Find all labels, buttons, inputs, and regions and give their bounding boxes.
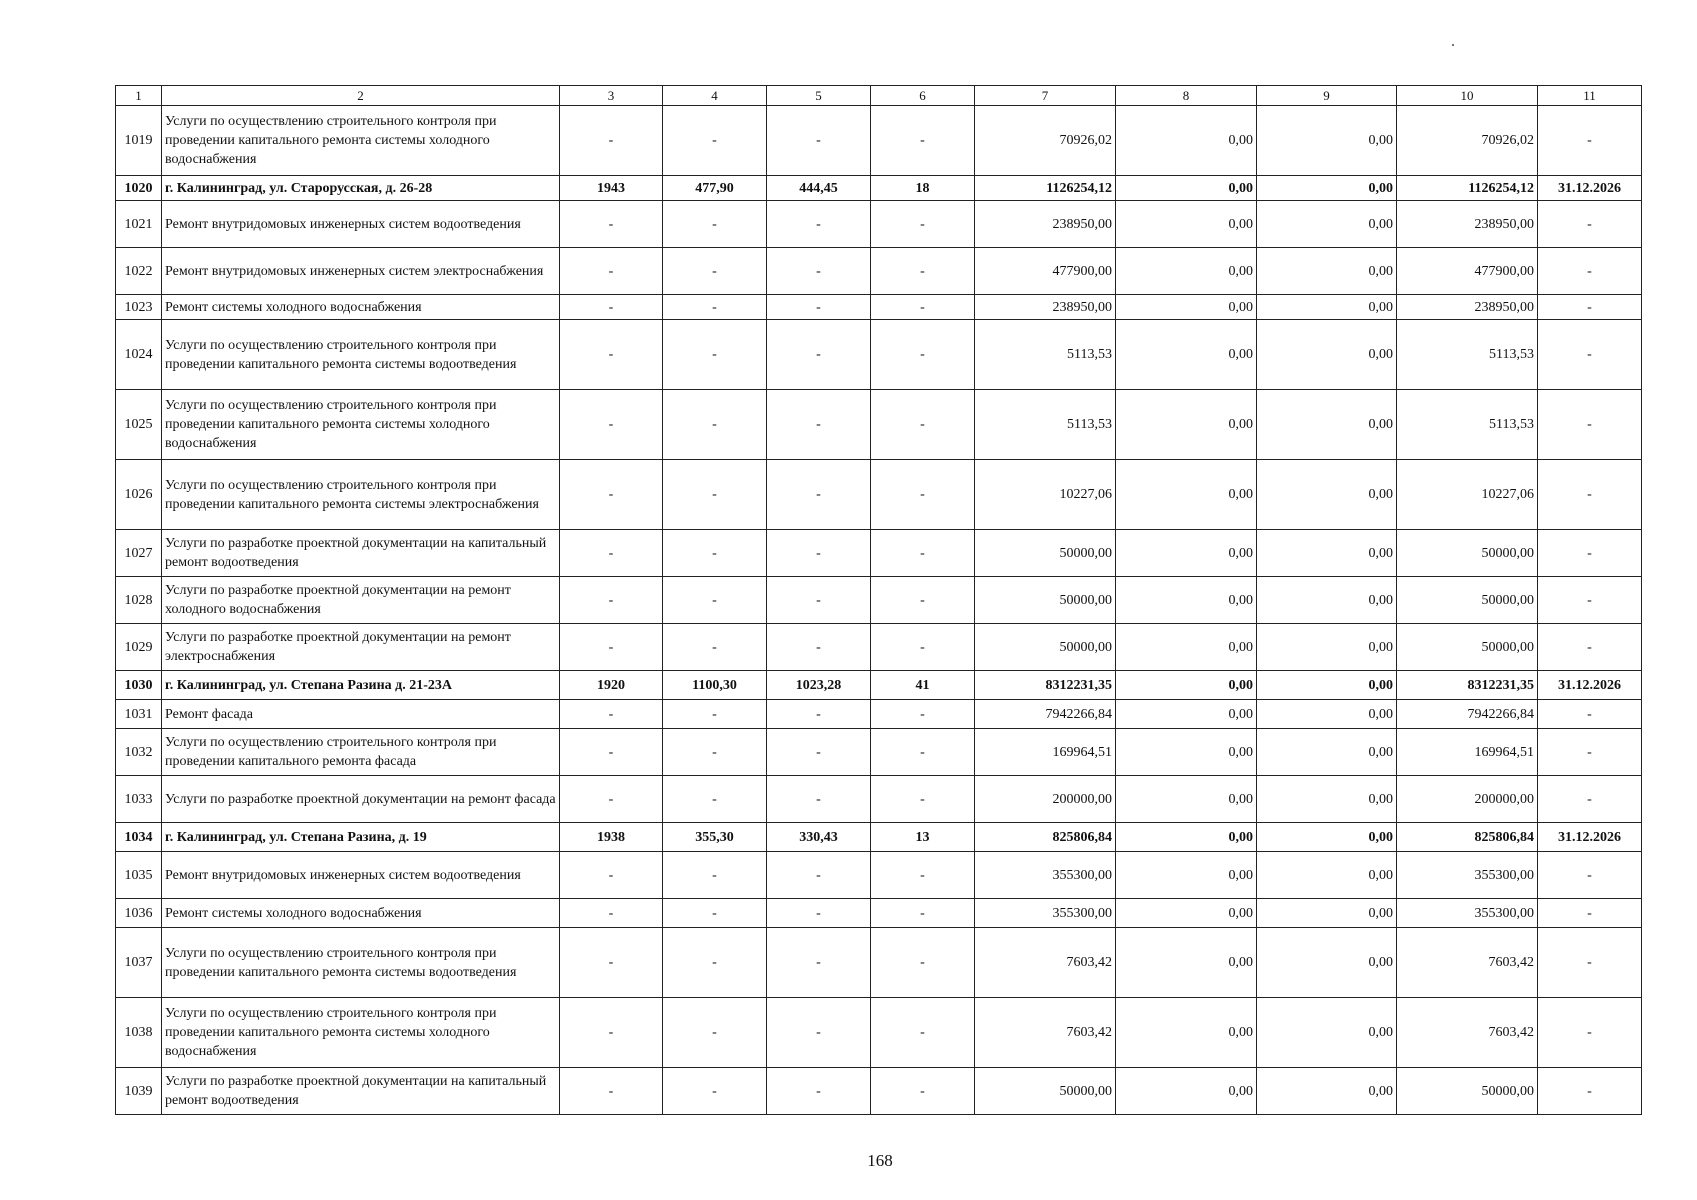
value-cell: 5113,53	[975, 390, 1116, 460]
value-cell: -	[663, 700, 767, 729]
row-number-cell: 1024	[116, 320, 162, 390]
value-cell: 0,00	[1257, 671, 1397, 700]
value-cell: -	[1538, 776, 1642, 823]
value-cell: 0,00	[1116, 530, 1257, 577]
row-number-cell: 1019	[116, 106, 162, 176]
value-cell: -	[560, 201, 663, 248]
description-cell: г. Калининград, ул. Старорусская, д. 26-28	[162, 176, 560, 201]
value-cell: 477900,00	[1397, 248, 1538, 295]
value-cell: 18	[871, 176, 975, 201]
value-cell: -	[1538, 700, 1642, 729]
value-cell: -	[871, 899, 975, 928]
value-cell: 1126254,12	[1397, 176, 1538, 201]
row-number-cell: 1023	[116, 295, 162, 320]
value-cell: 5113,53	[1397, 320, 1538, 390]
description-cell: Услуги по осуществлению строительного контроля при проведении капитального ремонта системы водоотведения	[162, 928, 560, 998]
value-cell: 50000,00	[1397, 577, 1538, 624]
value-cell: -	[560, 320, 663, 390]
value-cell: -	[560, 106, 663, 176]
value-cell: -	[560, 460, 663, 530]
value-cell: 355300,00	[975, 852, 1116, 899]
value-cell: -	[1538, 577, 1642, 624]
value-cell: -	[663, 852, 767, 899]
value-cell: -	[767, 530, 871, 577]
value-cell: -	[767, 899, 871, 928]
value-cell: -	[663, 998, 767, 1068]
work-item-row	[116, 928, 1642, 998]
description-cell: Услуги по осуществлению строительного контроля при проведении капитального ремонта системы холодного водоснабжения	[162, 998, 560, 1068]
value-cell: 50000,00	[1397, 624, 1538, 671]
value-cell: 8312231,35	[1397, 671, 1538, 700]
value-cell: 0,00	[1257, 530, 1397, 577]
value-cell: 330,43	[767, 823, 871, 852]
value-cell: 0,00	[1116, 899, 1257, 928]
description-cell: Услуги по разработке проектной документации на ремонт фасада	[162, 776, 560, 823]
value-cell: 50000,00	[1397, 530, 1538, 577]
value-cell: 70926,02	[975, 106, 1116, 176]
document-sheet	[115, 85, 1641, 1115]
value-cell: 0,00	[1116, 729, 1257, 776]
value-cell: -	[871, 998, 975, 1068]
value-cell: 238950,00	[1397, 295, 1538, 320]
row-number-cell: 1035	[116, 852, 162, 899]
value-cell: 1938	[560, 823, 663, 852]
value-cell: 1023,28	[767, 671, 871, 700]
value-cell: 0,00	[1116, 577, 1257, 624]
value-cell: 0,00	[1257, 320, 1397, 390]
row-number-cell: 1021	[116, 201, 162, 248]
value-cell: 7603,42	[975, 998, 1116, 1068]
row-number-cell: 1039	[116, 1068, 162, 1115]
row-number-cell: 1033	[116, 776, 162, 823]
header-cell: 3	[560, 86, 663, 106]
value-cell: -	[871, 729, 975, 776]
value-cell: -	[1538, 852, 1642, 899]
value-cell: -	[1538, 928, 1642, 998]
row-number-cell: 1032	[116, 729, 162, 776]
value-cell: 10227,06	[1397, 460, 1538, 530]
header-cell: 11	[1538, 86, 1642, 106]
work-item-row	[116, 1068, 1642, 1115]
value-cell: -	[663, 624, 767, 671]
value-cell: 41	[871, 671, 975, 700]
value-cell: -	[767, 320, 871, 390]
value-cell: 169964,51	[1397, 729, 1538, 776]
row-number-cell: 1030	[116, 671, 162, 700]
value-cell: 0,00	[1116, 320, 1257, 390]
value-cell: -	[767, 729, 871, 776]
value-cell: -	[1538, 295, 1642, 320]
value-cell: -	[871, 106, 975, 176]
row-number-cell: 1037	[116, 928, 162, 998]
page-number: 168	[867, 1151, 893, 1170]
description-cell: г. Калининград, ул. Степана Разина д. 21-23А	[162, 671, 560, 700]
value-cell: 0,00	[1257, 729, 1397, 776]
value-cell: 0,00	[1257, 899, 1397, 928]
value-cell: -	[663, 899, 767, 928]
description-cell: Услуги по разработке проектной документации на ремонт холодного водоснабжения	[162, 577, 560, 624]
value-cell: 0,00	[1257, 176, 1397, 201]
value-cell: -	[663, 248, 767, 295]
value-cell: 5113,53	[1397, 390, 1538, 460]
value-cell: 355300,00	[1397, 852, 1538, 899]
work-item-row	[116, 295, 1642, 320]
value-cell: -	[1538, 320, 1642, 390]
value-cell: 0,00	[1116, 671, 1257, 700]
value-cell: -	[663, 390, 767, 460]
value-cell: -	[1538, 729, 1642, 776]
value-cell: 50000,00	[975, 530, 1116, 577]
description-cell: Услуги по осуществлению строительного контроля при проведении капитального ремонта системы холодного водоснабжения	[162, 106, 560, 176]
value-cell: -	[767, 1068, 871, 1115]
value-cell: 0,00	[1257, 390, 1397, 460]
value-cell: 1943	[560, 176, 663, 201]
value-cell: -	[560, 577, 663, 624]
header-cell: 7	[975, 86, 1116, 106]
value-cell: -	[560, 530, 663, 577]
work-item-row	[116, 201, 1642, 248]
work-item-row	[116, 624, 1642, 671]
value-cell: -	[871, 776, 975, 823]
work-item-row	[116, 729, 1642, 776]
description-cell: Ремонт внутридомовых инженерных систем электроснабжения	[162, 248, 560, 295]
value-cell: 0,00	[1116, 998, 1257, 1068]
value-cell: 0,00	[1257, 248, 1397, 295]
value-cell: 7942266,84	[975, 700, 1116, 729]
value-cell: -	[871, 577, 975, 624]
value-cell: -	[871, 700, 975, 729]
value-cell: 238950,00	[975, 201, 1116, 248]
value-cell: -	[871, 928, 975, 998]
value-cell: 444,45	[767, 176, 871, 201]
value-cell: 1920	[560, 671, 663, 700]
value-cell: -	[871, 320, 975, 390]
value-cell: -	[663, 295, 767, 320]
value-cell: -	[560, 390, 663, 460]
value-cell: 0,00	[1257, 295, 1397, 320]
table-body	[116, 86, 1642, 1115]
row-number-cell: 1034	[116, 823, 162, 852]
value-cell: -	[560, 248, 663, 295]
header-cell: 1	[116, 86, 162, 106]
row-number-cell: 1027	[116, 530, 162, 577]
value-cell: 31.12.2026	[1538, 671, 1642, 700]
row-number-cell: 1025	[116, 390, 162, 460]
row-number-cell: 1038	[116, 998, 162, 1068]
value-cell: -	[663, 1068, 767, 1115]
work-item-row	[116, 577, 1642, 624]
value-cell: 0,00	[1257, 460, 1397, 530]
value-cell: 31.12.2026	[1538, 823, 1642, 852]
value-cell: -	[1538, 248, 1642, 295]
value-cell: -	[560, 295, 663, 320]
address-row	[116, 176, 1642, 201]
value-cell: 50000,00	[975, 624, 1116, 671]
value-cell: 0,00	[1116, 201, 1257, 248]
header-cell: 9	[1257, 86, 1397, 106]
value-cell: -	[767, 998, 871, 1068]
description-cell: Ремонт системы холодного водоснабжения	[162, 295, 560, 320]
description-cell: Услуги по разработке проектной документации на капитальный ремонт водоотведения	[162, 1068, 560, 1115]
value-cell: -	[560, 624, 663, 671]
value-cell: -	[1538, 530, 1642, 577]
value-cell: 7603,42	[1397, 928, 1538, 998]
value-cell: -	[560, 729, 663, 776]
value-cell: 0,00	[1116, 176, 1257, 201]
value-cell: 0,00	[1257, 776, 1397, 823]
description-cell: Ремонт внутридомовых инженерных систем водоотведения	[162, 201, 560, 248]
value-cell: 31.12.2026	[1538, 176, 1642, 201]
work-item-row	[116, 460, 1642, 530]
description-cell: Услуги по осуществлению строительного контроля при проведении капитального ремонта системы холодного водоснабжения	[162, 390, 560, 460]
value-cell: -	[767, 106, 871, 176]
work-item-row	[116, 390, 1642, 460]
value-cell: -	[663, 201, 767, 248]
header-cell: 6	[871, 86, 975, 106]
value-cell: 0,00	[1116, 928, 1257, 998]
description-cell: г. Калининград, ул. Степана Разина, д. 19	[162, 823, 560, 852]
value-cell: 0,00	[1116, 295, 1257, 320]
value-cell: 0,00	[1257, 577, 1397, 624]
work-item-row	[116, 530, 1642, 577]
value-cell: 50000,00	[975, 1068, 1116, 1115]
value-cell: 355,30	[663, 823, 767, 852]
value-cell: 0,00	[1116, 776, 1257, 823]
value-cell: 477900,00	[975, 248, 1116, 295]
value-cell: -	[767, 201, 871, 248]
value-cell: 50000,00	[975, 577, 1116, 624]
value-cell: 0,00	[1116, 460, 1257, 530]
value-cell: 200000,00	[975, 776, 1116, 823]
work-item-row	[116, 852, 1642, 899]
value-cell: -	[560, 1068, 663, 1115]
value-cell: 0,00	[1257, 998, 1397, 1068]
value-cell: 477,90	[663, 176, 767, 201]
value-cell: -	[871, 295, 975, 320]
description-cell: Ремонт фасада	[162, 700, 560, 729]
value-cell: 825806,84	[1397, 823, 1538, 852]
value-cell: -	[767, 700, 871, 729]
value-cell: -	[663, 530, 767, 577]
value-cell: 10227,06	[975, 460, 1116, 530]
value-cell: 50000,00	[1397, 1068, 1538, 1115]
value-cell: 8312231,35	[975, 671, 1116, 700]
repair-schedule-table	[115, 85, 1642, 1115]
value-cell: -	[871, 852, 975, 899]
description-cell: Ремонт внутридомовых инженерных систем водоотведения	[162, 852, 560, 899]
value-cell: -	[663, 729, 767, 776]
value-cell: 0,00	[1116, 852, 1257, 899]
work-item-row	[116, 248, 1642, 295]
value-cell: -	[767, 624, 871, 671]
description-cell: Услуги по осуществлению строительного контроля при проведении капитального ремонта системы электроснабжения	[162, 460, 560, 530]
value-cell: -	[663, 776, 767, 823]
row-number-cell: 1031	[116, 700, 162, 729]
value-cell: -	[767, 928, 871, 998]
scan-speck	[1452, 44, 1454, 46]
value-cell: 0,00	[1116, 390, 1257, 460]
header-cell: 8	[1116, 86, 1257, 106]
value-cell: 238950,00	[975, 295, 1116, 320]
value-cell: 0,00	[1257, 823, 1397, 852]
value-cell: -	[663, 106, 767, 176]
work-item-row	[116, 998, 1642, 1068]
description-cell: Ремонт системы холодного водоснабжения	[162, 899, 560, 928]
value-cell: -	[871, 530, 975, 577]
value-cell: -	[871, 390, 975, 460]
row-number-cell: 1022	[116, 248, 162, 295]
value-cell: 0,00	[1116, 624, 1257, 671]
value-cell: 0,00	[1257, 624, 1397, 671]
column-number-header	[116, 86, 1642, 106]
work-item-row	[116, 320, 1642, 390]
value-cell: -	[663, 320, 767, 390]
value-cell: 0,00	[1116, 700, 1257, 729]
value-cell: -	[560, 998, 663, 1068]
row-number-cell: 1036	[116, 899, 162, 928]
value-cell: -	[871, 248, 975, 295]
value-cell: -	[871, 460, 975, 530]
description-cell: Услуги по разработке проектной документации на капитальный ремонт водоотведения	[162, 530, 560, 577]
value-cell: 1126254,12	[975, 176, 1116, 201]
value-cell: -	[560, 928, 663, 998]
value-cell: -	[767, 248, 871, 295]
description-cell: Услуги по осуществлению строительного контроля при проведении капитального ремонта фасада	[162, 729, 560, 776]
value-cell: -	[1538, 624, 1642, 671]
value-cell: -	[767, 295, 871, 320]
value-cell: 0,00	[1257, 700, 1397, 729]
value-cell: -	[871, 201, 975, 248]
value-cell: -	[871, 1068, 975, 1115]
value-cell: -	[560, 899, 663, 928]
value-cell: 0,00	[1116, 823, 1257, 852]
value-cell: 0,00	[1116, 1068, 1257, 1115]
value-cell: -	[871, 624, 975, 671]
value-cell: 355300,00	[975, 899, 1116, 928]
value-cell: -	[1538, 460, 1642, 530]
value-cell: 825806,84	[975, 823, 1116, 852]
value-cell: 0,00	[1257, 928, 1397, 998]
value-cell: -	[1538, 390, 1642, 460]
description-cell: Услуги по осуществлению строительного контроля при проведении капитального ремонта системы водоотведения	[162, 320, 560, 390]
value-cell: -	[1538, 106, 1642, 176]
value-cell: -	[767, 852, 871, 899]
value-cell: 5113,53	[975, 320, 1116, 390]
value-cell: -	[663, 460, 767, 530]
value-cell: -	[767, 776, 871, 823]
value-cell: -	[767, 390, 871, 460]
value-cell: 238950,00	[1397, 201, 1538, 248]
row-number-cell: 1029	[116, 624, 162, 671]
value-cell: 7603,42	[1397, 998, 1538, 1068]
value-cell: 0,00	[1116, 106, 1257, 176]
value-cell: -	[767, 577, 871, 624]
row-number-cell: 1026	[116, 460, 162, 530]
value-cell: 0,00	[1116, 248, 1257, 295]
work-item-row	[116, 700, 1642, 729]
value-cell: -	[767, 460, 871, 530]
value-cell: 169964,51	[975, 729, 1116, 776]
value-cell: 1100,30	[663, 671, 767, 700]
value-cell: 200000,00	[1397, 776, 1538, 823]
work-item-row	[116, 776, 1642, 823]
value-cell: 0,00	[1257, 852, 1397, 899]
value-cell: 0,00	[1257, 201, 1397, 248]
value-cell: 7603,42	[975, 928, 1116, 998]
header-cell: 2	[162, 86, 560, 106]
row-number-cell: 1028	[116, 577, 162, 624]
address-row	[116, 823, 1642, 852]
value-cell: -	[560, 852, 663, 899]
value-cell: -	[560, 776, 663, 823]
value-cell: -	[663, 928, 767, 998]
value-cell: -	[1538, 899, 1642, 928]
description-cell: Услуги по разработке проектной документации на ремонт электроснабжения	[162, 624, 560, 671]
work-item-row	[116, 899, 1642, 928]
header-cell: 5	[767, 86, 871, 106]
value-cell: -	[560, 700, 663, 729]
value-cell: 355300,00	[1397, 899, 1538, 928]
work-item-row	[116, 106, 1642, 176]
value-cell: -	[1538, 998, 1642, 1068]
value-cell: -	[663, 577, 767, 624]
value-cell: 13	[871, 823, 975, 852]
header-cell: 4	[663, 86, 767, 106]
row-number-cell: 1020	[116, 176, 162, 201]
value-cell: -	[1538, 201, 1642, 248]
address-row	[116, 671, 1642, 700]
value-cell: 0,00	[1257, 1068, 1397, 1115]
header-cell: 10	[1397, 86, 1538, 106]
value-cell: 0,00	[1257, 106, 1397, 176]
value-cell: 7942266,84	[1397, 700, 1538, 729]
value-cell: 70926,02	[1397, 106, 1538, 176]
value-cell: -	[1538, 1068, 1642, 1115]
